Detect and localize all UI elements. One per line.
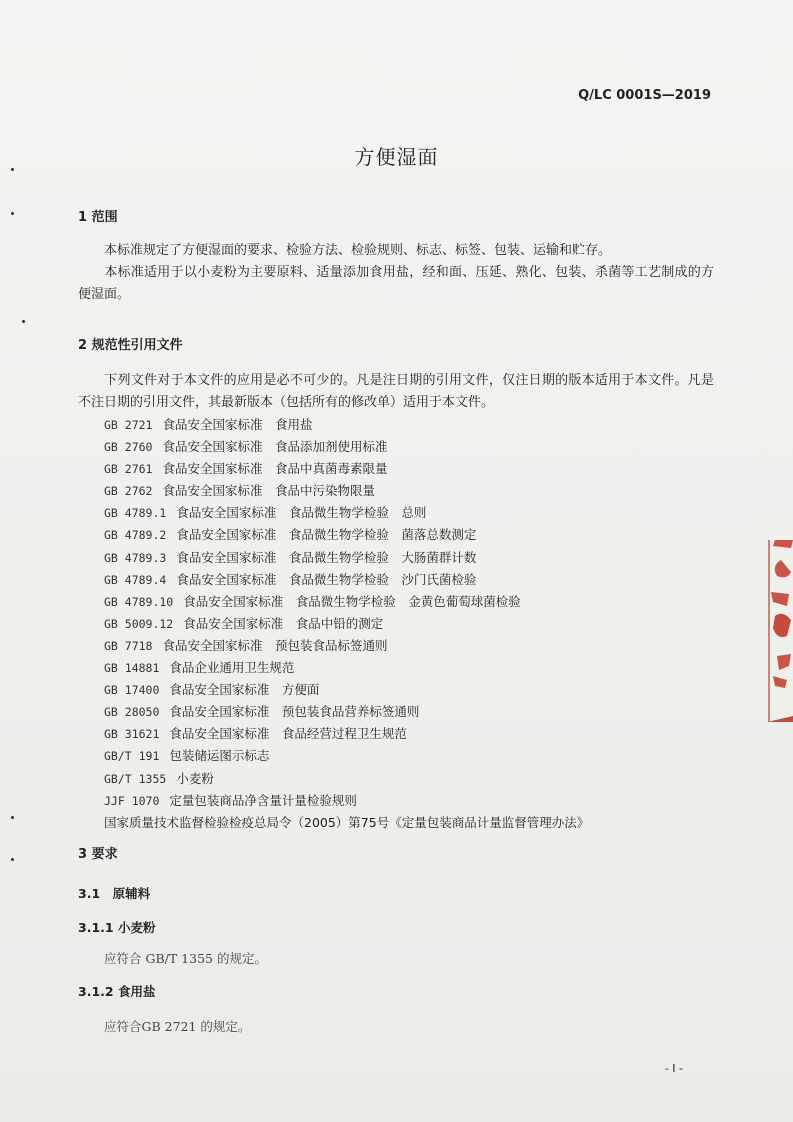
reference-item: [104, 524, 589, 546]
reference-code: GB 4789.10: [104, 594, 174, 609]
punch-hole-mark: [11, 212, 14, 215]
reference-title: 包装储运图示标志: [169, 748, 270, 764]
section-2-heading: 2 规范性引用文件: [78, 338, 183, 353]
punch-hole-mark: [11, 858, 14, 861]
reference-item: [104, 458, 589, 480]
reference-code: GB 2761: [104, 462, 153, 477]
reference-title: 食品安全国家标准 食品微生物学检验 沙门氏菌检验: [176, 571, 477, 587]
section-1-heading: 1 范围: [78, 210, 118, 225]
section-1-paragraph-1: [78, 240, 714, 262]
reference-code: GB 4789.1: [104, 506, 167, 521]
reference-title: 小麦粉: [176, 770, 214, 786]
section-1-p2-text: 本标准适用于以小麦粉为主要原料、适量添加食用盐，经和面、压延、熟化、包装、杀菌等工艺制成的方便湿面。: [78, 265, 714, 302]
reference-item: [104, 790, 589, 812]
reference-title: 食品安全国家标准 食品中真菌毒素限量: [162, 461, 388, 477]
section-1-paragraph-2: [78, 262, 714, 306]
section-3-1-1-body: 应符合 GB/T 1355 的规定。: [104, 951, 267, 966]
section-3-heading: 3 要求: [78, 847, 118, 862]
reference-code: JJF 1070: [104, 793, 160, 808]
reference-item: [104, 569, 589, 591]
reference-code: GB/T 1355: [104, 771, 167, 786]
reference-item-regulation: [104, 812, 589, 833]
reference-list: [104, 414, 589, 833]
document-code: Q/LC 0001S—2019: [578, 88, 711, 103]
reference-code: GB 5009.12: [104, 616, 174, 631]
reference-code: GB 7718: [104, 638, 153, 653]
reference-item: [104, 701, 589, 723]
reference-code: GB 4789.2: [104, 528, 167, 543]
reference-code: GB 14881: [104, 661, 160, 676]
reference-title: 食品安全国家标准 预包装食品营养标签通则: [169, 704, 420, 720]
reference-code: GB 31621: [104, 727, 160, 742]
reference-title: 食品企业通用卫生规范: [169, 660, 295, 676]
reference-item: [104, 414, 589, 436]
reference-code: GB 2760: [104, 440, 153, 455]
section-3-1-2-body: 应符合GB 2721 的规定。: [104, 1019, 251, 1034]
reference-regulation-text: 国家质量技术监督检验检疫总局令（2005）第75号《定量包装商品计量监督管理办法》: [104, 814, 590, 830]
reference-title: 食品安全国家标准 食品中污染物限量: [162, 483, 375, 499]
section-1-p1-text: 本标准规定了方便湿面的要求、检验方法、检验规则、标志、标签、包装、运输和贮存。: [104, 243, 612, 258]
section-2-intro-text: 下列文件对于本文件的应用是必不可少的。凡是注日期的引用文件，仅注日期的版本适用于本文件。凡是不注日期的引用文件，其最新版本（包括所有的修改单）适用于本文件。: [78, 373, 714, 410]
page-number: - I -: [664, 1062, 683, 1075]
punch-hole-mark: [11, 816, 14, 819]
section-2-intro: [78, 370, 714, 414]
reference-title: 食品安全国家标准 食品微生物学检验 总则: [176, 505, 427, 521]
punch-hole-mark: [11, 168, 14, 171]
reference-code: GB 17400: [104, 683, 160, 698]
reference-item: [104, 502, 589, 524]
reference-item: [104, 436, 589, 458]
reference-item: [104, 768, 589, 790]
section-3-1-1-heading: 3.1.1 小麦粉: [78, 920, 156, 935]
reference-title: 食品安全国家标准 预包装食品标签通则: [162, 637, 388, 653]
reference-code: GB 28050: [104, 705, 160, 720]
reference-code: GB 4789.3: [104, 550, 167, 565]
document-title: 方便湿面: [354, 145, 439, 169]
reference-item: [104, 635, 589, 657]
reference-code: GB 2762: [104, 484, 153, 499]
reference-item: [104, 547, 589, 569]
reference-item: [104, 745, 589, 767]
punch-hole-mark: [22, 320, 25, 323]
reference-title: 定量包装商品净含量计量检验规则: [169, 792, 357, 808]
reference-item: [104, 613, 589, 635]
reference-item: [104, 480, 589, 502]
reference-title: 食品安全国家标准 方便面: [169, 682, 320, 698]
reference-item: [104, 657, 589, 679]
reference-title: 食品安全国家标准 食用盐: [162, 417, 313, 432]
reference-code: GB/T 191: [104, 749, 160, 764]
reference-title: 食品安全国家标准 食品添加剂使用标准: [162, 439, 388, 455]
red-seal-stamp-edge: [767, 536, 793, 726]
section-3-1-2-heading: 3.1.2 食用盐: [78, 984, 156, 999]
reference-title: 食品安全国家标准 食品中铅的测定: [183, 615, 384, 631]
reference-title: 食品安全国家标准 食品微生物学检验 金黄色葡萄球菌检验: [183, 593, 521, 609]
reference-title: 食品安全国家标准 食品微生物学检验 大肠菌群计数: [176, 549, 477, 565]
section-3-1-heading: 3.1 原辅料: [78, 886, 151, 901]
reference-item: [104, 723, 589, 745]
reference-title: 食品安全国家标准 食品经营过程卫生规范: [169, 726, 407, 742]
reference-code: GB 2721: [104, 418, 153, 432]
reference-title: 食品安全国家标准 食品微生物学检验 菌落总数测定: [176, 527, 477, 543]
reference-item: [104, 591, 589, 613]
reference-item: [104, 679, 589, 701]
reference-code: GB 4789.4: [104, 572, 167, 587]
